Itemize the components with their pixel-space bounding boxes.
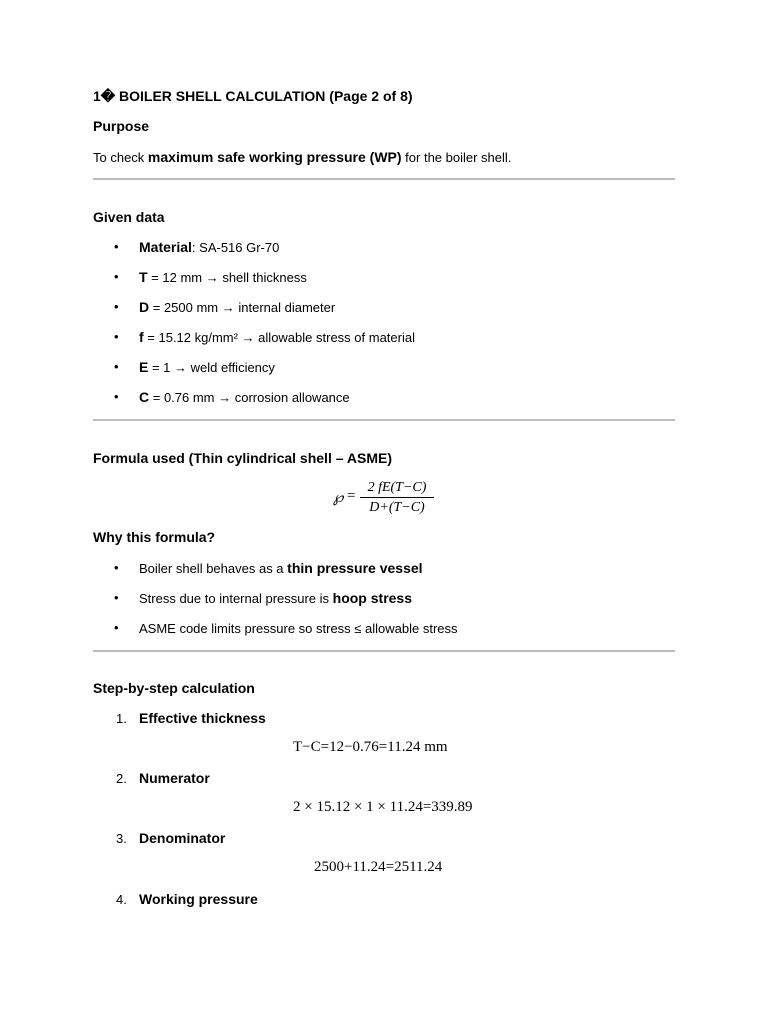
given-item: f = 15.12 kg/mm² → allowable stress of material	[139, 329, 415, 345]
given-item: D = 2500 mm → internal diameter	[139, 299, 336, 315]
bullet: •	[114, 359, 119, 374]
divider	[93, 419, 675, 421]
bullet: •	[114, 560, 119, 575]
purpose-text: To check maximum safe working pressure (WP) for the boiler shell.	[93, 149, 512, 165]
given-heading: Given data	[93, 209, 165, 225]
step-number: 3.	[116, 831, 127, 846]
why-item: Stress due to internal pressure is hoop stress	[139, 590, 413, 606]
why-heading: Why this formula?	[93, 529, 216, 545]
page-title: 1� BOILER SHELL CALCULATION (Page 2 of 8)	[93, 88, 413, 104]
step-label: Denominator	[139, 830, 226, 846]
steps-heading: Step-by-step calculation	[93, 680, 255, 696]
step-number: 1.	[116, 711, 127, 726]
bullet: •	[114, 239, 119, 254]
given-item: C = 0.76 mm → corrosion allowance	[139, 389, 350, 405]
step-number: 2.	[116, 771, 127, 786]
formula-equals: =	[347, 488, 356, 504]
bullet: •	[114, 299, 119, 314]
bullet: •	[114, 620, 119, 635]
bullet: •	[114, 329, 119, 344]
formula-denominator: D+(T−C)	[369, 500, 425, 515]
step-number: 4.	[116, 892, 127, 907]
divider	[93, 178, 675, 180]
bullet: •	[114, 590, 119, 605]
formula-lhs: ℘	[333, 490, 344, 506]
step-label: Effective thickness	[139, 710, 266, 726]
step-math: 2 × 15.12 × 1 × 11.24=339.89	[293, 799, 473, 815]
given-item: T = 12 mm → shell thickness	[139, 269, 307, 285]
given-item: E = 1 → weld efficiency	[139, 359, 275, 375]
step-label: Numerator	[139, 770, 210, 786]
step-label: Working pressure	[139, 891, 258, 907]
bullet: •	[114, 269, 119, 284]
given-item: Material: SA-516 Gr-70	[139, 239, 280, 255]
formula-numerator: 2 fE(T−C)	[367, 480, 427, 495]
purpose-heading: Purpose	[93, 118, 150, 134]
bullet: •	[114, 389, 119, 404]
step-math: 2500+11.24=2511.24	[314, 859, 443, 875]
why-item: Boiler shell behaves as a thin pressure vessel	[139, 560, 423, 576]
formula-heading: Formula used (Thin cylindrical shell – ASME)	[93, 450, 392, 466]
fraction-bar	[360, 497, 434, 498]
divider	[93, 650, 675, 652]
why-item: ASME code limits pressure so stress ≤ allowable stress	[139, 621, 458, 636]
step-math: T−C=12−0.76=11.24 mm	[293, 739, 448, 755]
